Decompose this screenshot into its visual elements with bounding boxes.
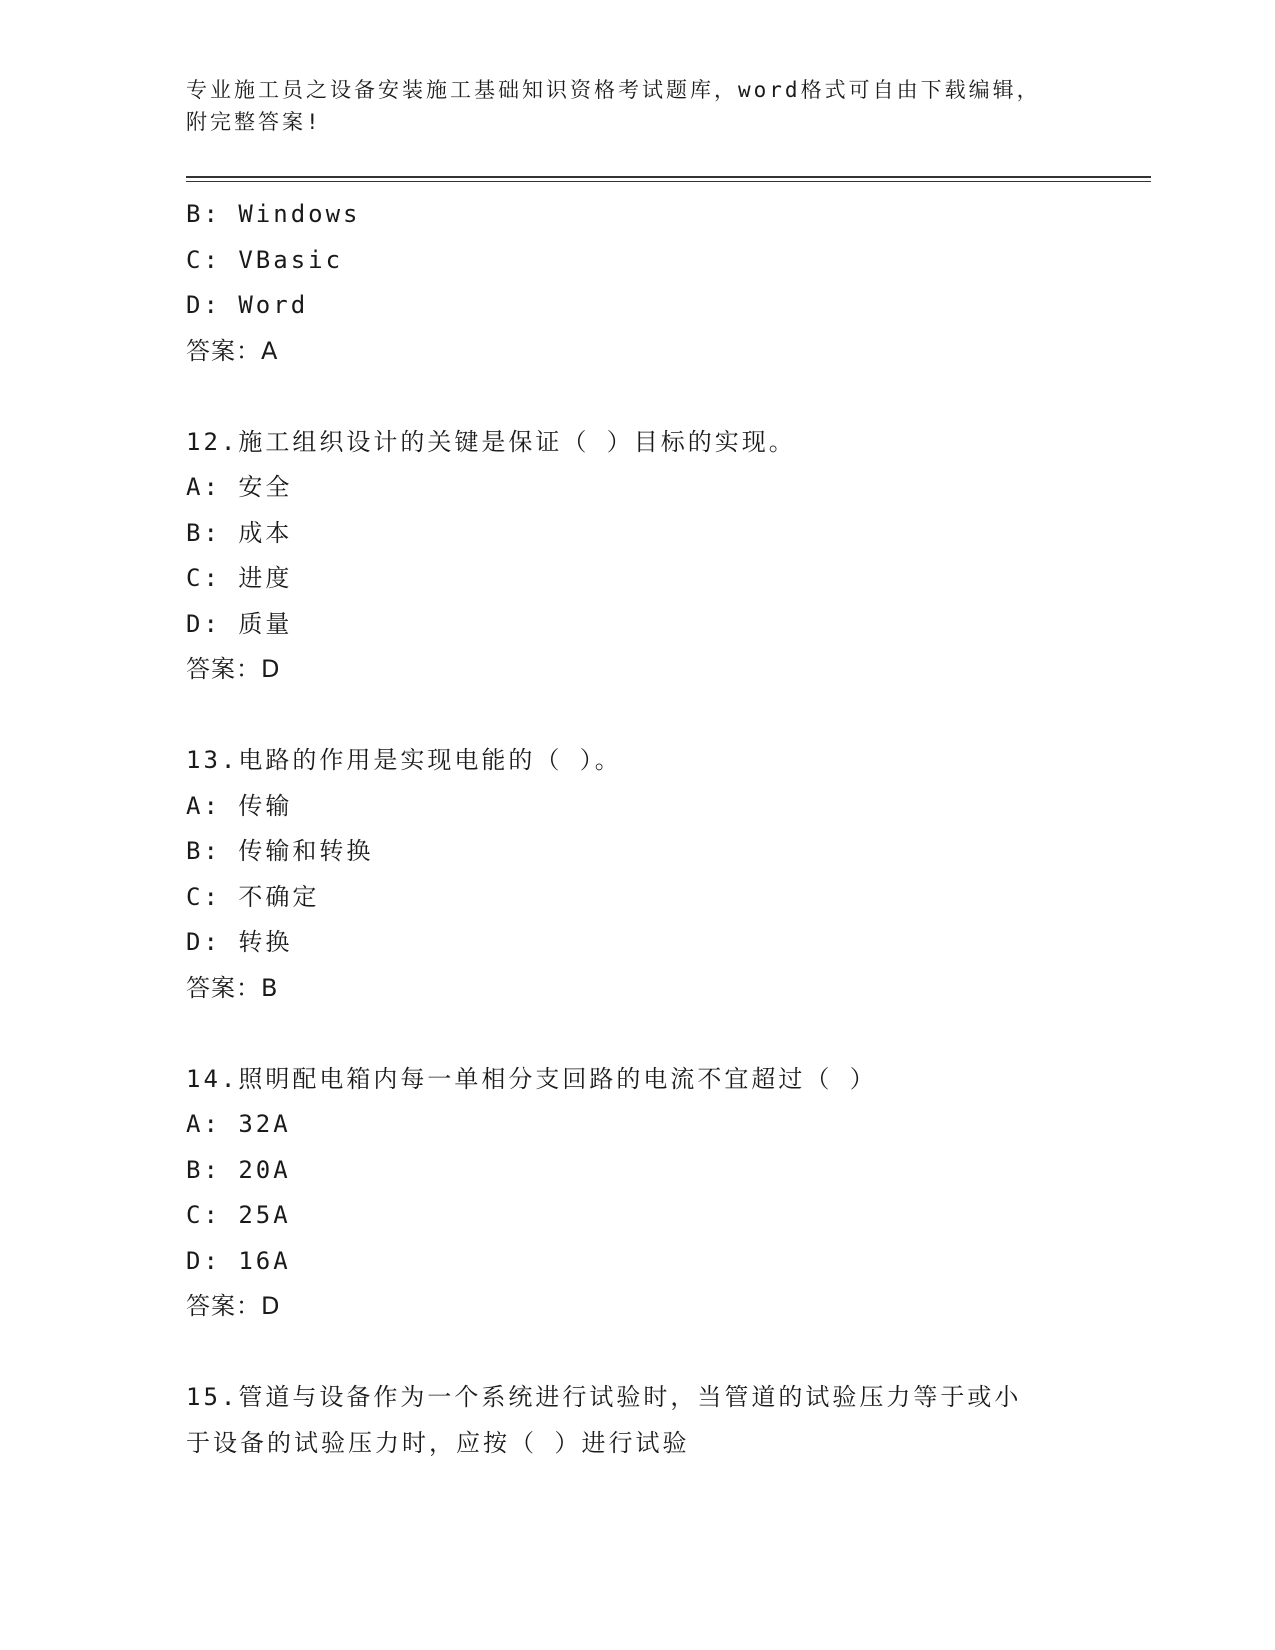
- header-title-line-1: 专业施工员之设备安装施工基础知识资格考试题库，word格式可自由下载编辑，: [186, 78, 1041, 102]
- option-a: A: 传输: [186, 791, 293, 820]
- question-11-partial: [186, 192, 1086, 374]
- option-b: B: Windows: [186, 200, 361, 228]
- spacer: [186, 1330, 1086, 1376]
- question-12: [186, 420, 1086, 693]
- option-a: A: 安全: [186, 473, 293, 501]
- spacer: [186, 693, 1086, 739]
- question-text: 12.施工组织设计的关键是保证（ ）目标的实现。: [186, 427, 796, 456]
- spacer: [186, 1011, 1086, 1057]
- option-c: C: VBasic: [186, 245, 344, 274]
- option-c: C: 25A: [186, 1201, 291, 1229]
- question-text-line-1: 15.管道与设备作为一个系统进行试验时，当管道的试验压力等于或小: [186, 1383, 1022, 1411]
- spacer: [186, 374, 1086, 420]
- option-b: B: 成本: [186, 518, 293, 547]
- question-13: [186, 738, 1086, 1011]
- option-b: B: 传输和转换: [186, 837, 374, 865]
- option-c: C: 不确定: [186, 882, 320, 911]
- option-c: C: 进度: [186, 564, 293, 592]
- answer-line: 答案：D: [186, 655, 281, 683]
- header-divider-thick: [186, 176, 1151, 178]
- question-text: 13.电路的作用是实现电能的（ ）。: [186, 746, 622, 774]
- header-title-line-2: 附完整答案!: [186, 110, 322, 134]
- answer-line: 答案：D: [186, 1292, 281, 1320]
- question-text: 14.照明配电箱内每一单相分支回路的电流不宜超过（ ）: [186, 1064, 877, 1093]
- option-d: D: 质量: [186, 609, 293, 638]
- answer-line: 答案：A: [186, 336, 279, 365]
- header-divider-thin: [186, 181, 1151, 182]
- question-list: [186, 192, 1086, 1466]
- question-14: [186, 1057, 1086, 1330]
- option-d: D: 转换: [186, 928, 293, 956]
- question-text-line-2: 于设备的试验压力时，应按（ ）进行试验: [186, 1428, 690, 1457]
- option-d: D: Word: [186, 291, 309, 319]
- option-b: B: 20A: [186, 1155, 291, 1184]
- option-d: D: 16A: [186, 1246, 291, 1275]
- answer-line: 答案：B: [186, 973, 279, 1002]
- option-a: A: 32A: [186, 1110, 291, 1138]
- question-15: [186, 1375, 1086, 1466]
- document-header: [186, 74, 1086, 138]
